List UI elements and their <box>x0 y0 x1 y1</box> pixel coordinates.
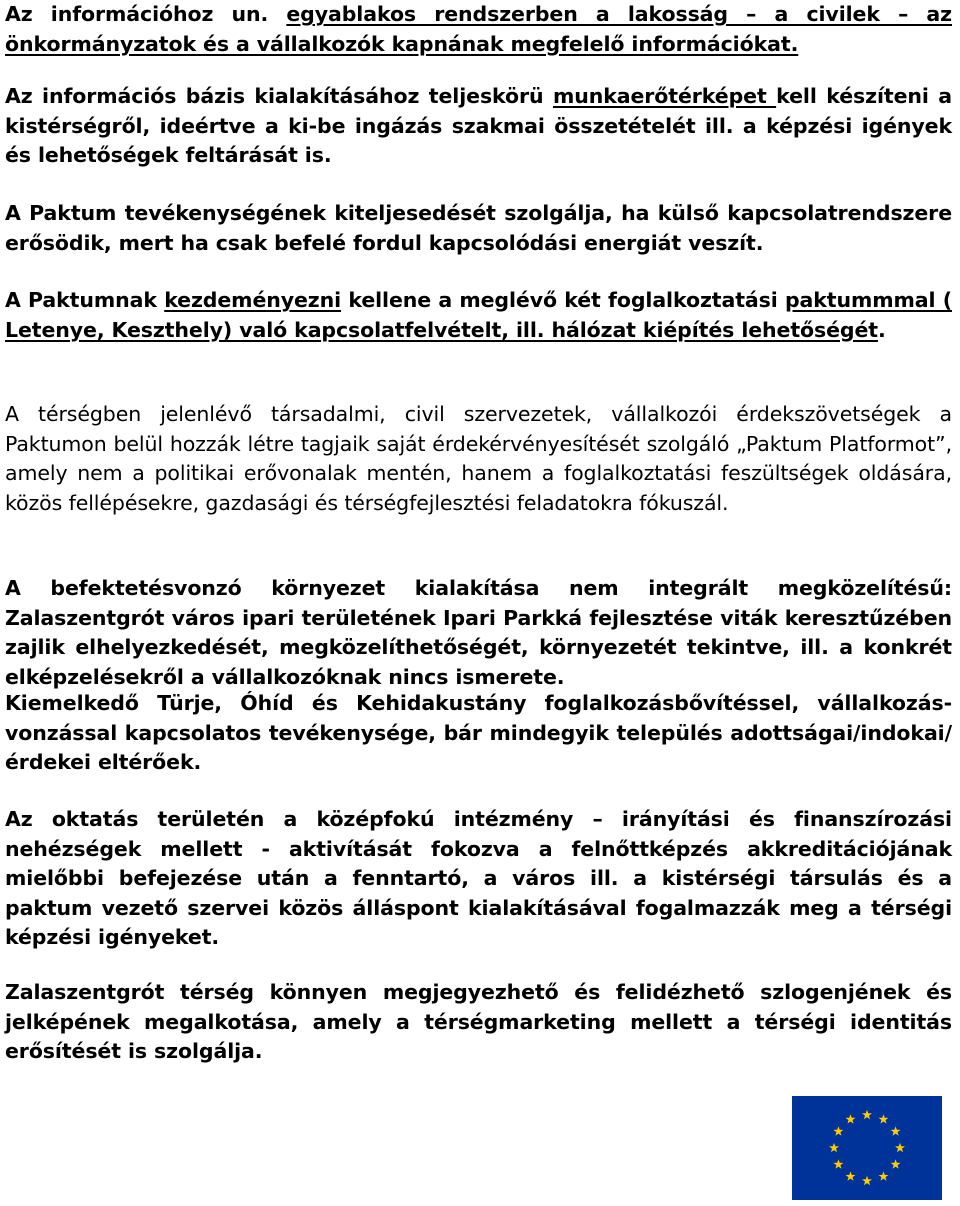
paragraph-external-relations <box>5 199 952 258</box>
paragraph-settlements <box>5 689 952 778</box>
text-span: Az oktatás területén a középfokú intézmény – irányítási és finanszírozási nehézségek mellett - aktivítását fokozva a felnőttképzés akkreditációjának mielőbbi befejezése után a fenntartó, a város ill. a kistérségi társulás és a paktum vezető szervei közös álláspont kialakításával fogalmazzák meg a térségi képzési igényeket. <box>5 807 952 949</box>
text-span: Kiemelkedő Türje, Óhíd és Kehidakustány foglalkozásbővítéssel, vállalkozás-vonzással kapcsolatos tevékenysége, bár mindegyik település adottságai/indokai/érdekei eltérőek. <box>5 691 952 774</box>
text-span: Az információhoz un. <box>5 2 287 26</box>
paragraph-pact-initiative <box>5 286 952 345</box>
text-span: kell készíteni a kistérségről, ideértve a ki-be ingázás szakmai összetételét ill. a képzési igények és lehetőségek feltárását is. <box>5 84 952 167</box>
text-span: Zalaszentgrót térség könnyen megjegyezhető és felidézhető szlogenjének és jelképének megalkotása, amely a térségmarketing mellett a térségi identitás erősítését is szolgálja. <box>5 980 952 1063</box>
paragraph-slogan <box>5 978 952 1067</box>
text-span: . <box>878 317 886 342</box>
paragraph-investment-environment <box>5 574 952 692</box>
paragraph-workforce-map <box>5 82 952 171</box>
text-span: Az információs bázis kialakításához teljeskörü <box>5 84 553 108</box>
underlined-text-span: egyablakos rendszerben a lakosság – a civilek – az önkormányzatok és a vállalkozók kapnának megfelelő információkat. <box>5 2 952 56</box>
underlined-text-span: munkaerőtérképet <box>552 84 777 108</box>
text-span: A Paktum tevékenységének kiteljesedését szolgálja, ha külső kapcsolatrendszere erősödik, mert ha csak befelé fordul kapcsolódási energiát veszít. <box>5 201 952 255</box>
text-span: A befektetésvonzó környezet kialakítása nem integrált megközelítésű: Zalaszentgrót város ipari területének Ipari Parkká fejlesztése viták keresztűzében zajlik elhelyezkedését, megközelíthetőségét, környezetét tekintve, ill. a konkrét elképzelésekről a vállalkozóknak nincs ismerete. <box>5 576 952 689</box>
paragraph-education <box>5 805 952 953</box>
text-span: A térségben jelenlévő társadalmi, civil szervezetek, vállalkozói érdekszövetségek a Paktumon belül hozzák létre tagjaik saját érdekérvényesítését szolgáló „Paktum Platformot”, amely nem a politikai erővonalak mentén, hanem a foglalkoztatási feszültségek oldására, közös fellépésekre, gazdasági és térségfejlesztési feladatokra fókuszál. <box>5 402 952 515</box>
underlined-text-span: kezdeményezni <box>164 288 342 312</box>
paragraph-pact-platform <box>5 400 952 518</box>
underlined-text-span: paktummmal ( Letenye, Keszthely) való kapcsolatfelvételt, ill. hálózat kiépítés lehetőségét <box>5 288 952 342</box>
text-span: kellene a meglévő két foglalkoztatási <box>341 288 785 312</box>
paragraph-information-one-stop <box>5 0 952 59</box>
text-span: A Paktumnak <box>5 288 165 312</box>
eu-flag-icon <box>792 1096 942 1200</box>
